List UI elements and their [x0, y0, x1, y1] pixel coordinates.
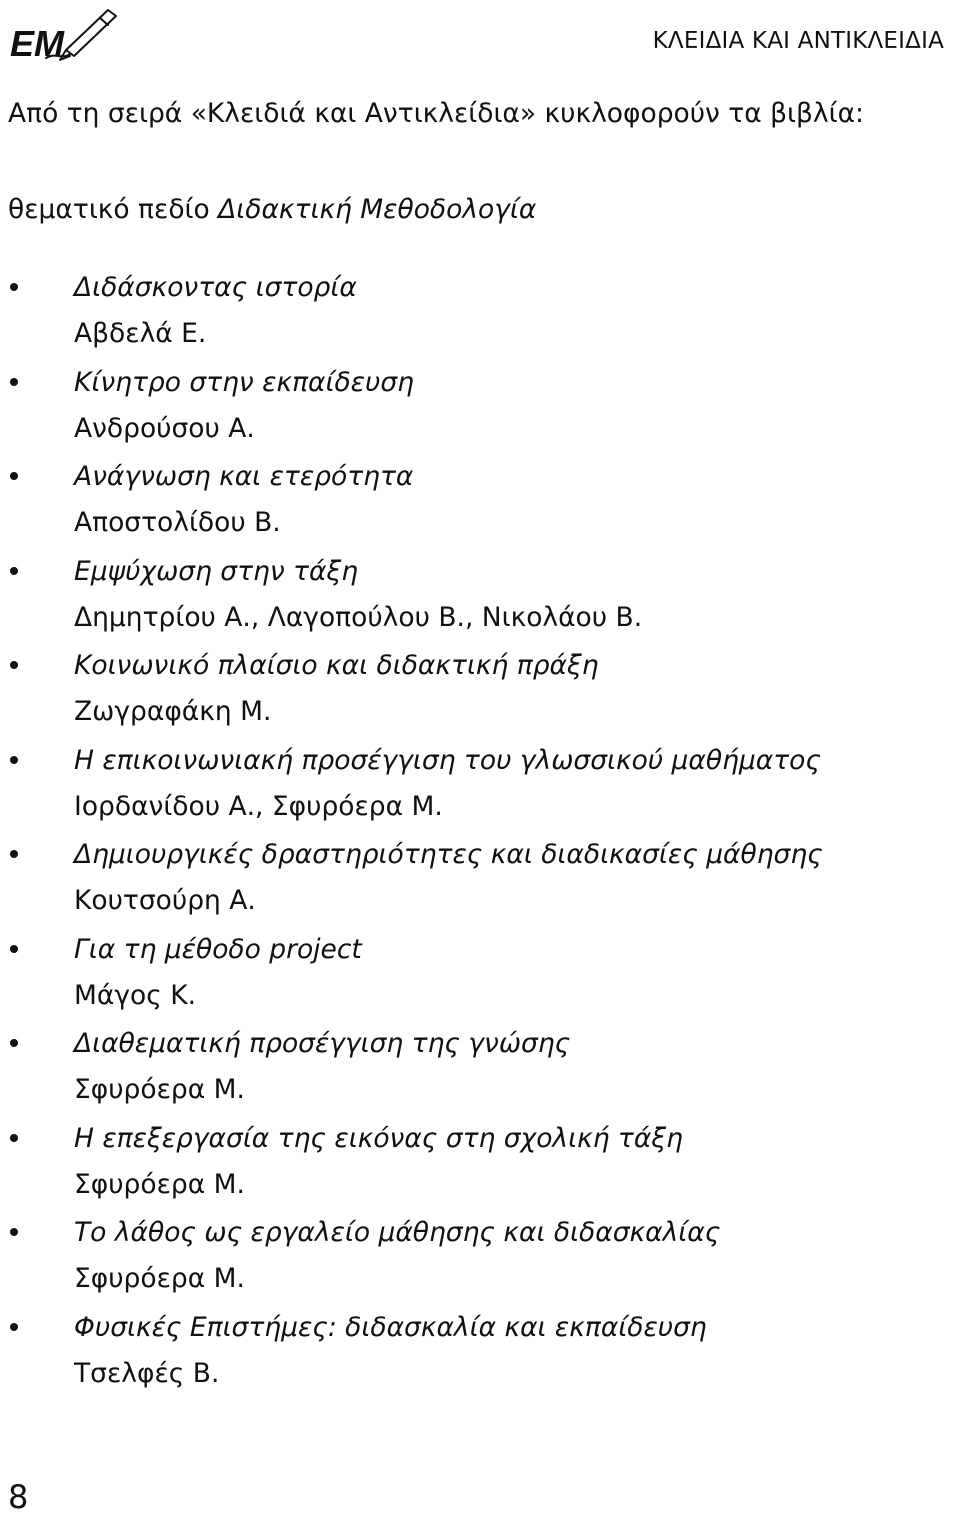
list-item: [0, 740, 960, 835]
list-item: [0, 267, 960, 362]
list-item: [0, 1118, 960, 1213]
field-label: θεματικό πεδίο: [8, 194, 210, 225]
book-title: Ανάγνωση και ετερότητα: [74, 461, 414, 492]
book-title: Κίνητρο στην εκπαίδευση: [74, 366, 414, 398]
book-author: Δημητρίου Α., Λαγοπούλου Β., Νικολάου Β.: [74, 601, 643, 633]
bullet-icon: [10, 567, 18, 575]
book-author: Αποστολίδου Β.: [74, 507, 281, 538]
book-author: Αβδελά Ε.: [74, 318, 207, 349]
book-author: Ιορδανίδου Α., Σφυρόερα Μ.: [74, 790, 443, 822]
running-title: ΚΛΕΙΔΙΑ ΚΑΙ ΑΝΤΙΚΛΕΙΔΙΑ: [652, 28, 944, 54]
book-author: Σφυρόερα Μ.: [74, 1074, 245, 1105]
book-title: Κοινωνικό πλαίσιο και διδακτική πράξη: [74, 650, 599, 681]
book-author: Σφυρόερα Μ.: [74, 1263, 245, 1294]
bullet-icon: [10, 472, 18, 480]
bullet-icon: [10, 945, 18, 953]
list-item: [0, 834, 960, 929]
list-item: [0, 929, 960, 1024]
list-item: [0, 551, 960, 646]
field-value: Διδακτική Μεθοδολογία: [218, 194, 537, 225]
book-title: Φυσικές Επιστήμες: διδασκαλία και εκπαίδευση: [74, 1311, 707, 1343]
bullet-icon: [10, 1228, 18, 1236]
bullet-icon: [10, 756, 18, 764]
book-author: Ζωγραφάκη Μ.: [74, 696, 272, 727]
svg-text:EM: EM: [10, 23, 64, 64]
book-author: Τσελφές Β.: [74, 1357, 220, 1389]
list-item: [0, 1307, 960, 1402]
list-item: [0, 1023, 960, 1118]
bullet-icon: [10, 661, 18, 669]
page-header: [0, 0, 960, 68]
bullet-icon: [10, 378, 18, 386]
list-item: [0, 456, 960, 551]
book-title: Η επεξεργασία της εικόνας στη σχολική τάξη: [74, 1122, 683, 1154]
book-title: Για τη μέθοδο project: [74, 933, 362, 965]
thematic-field: [8, 194, 536, 225]
list-item: [0, 645, 960, 740]
book-title: Η επικοινωνιακή προσέγγιση του γλωσσικού μαθήματος: [74, 744, 821, 776]
intro-text: Από τη σειρά «Κλειδιά και Αντικλείδια» κυκλοφορούν τα βιβλία:: [8, 98, 864, 129]
book-title: Διδάσκοντας ιστορία: [74, 272, 357, 303]
bullet-icon: [10, 1039, 18, 1047]
bullet-icon: [10, 1134, 18, 1142]
pen-logo-icon: [8, 2, 120, 64]
book-title: Εμψύχωση στην τάξη: [74, 555, 359, 587]
list-item: [0, 1212, 960, 1307]
bullet-icon: [10, 850, 18, 858]
book-author: Ανδρούσου Α.: [74, 412, 255, 444]
book-author: Σφυρόερα Μ.: [74, 1168, 245, 1200]
book-title: Το λάθος ως εργαλείο μάθησης και διδασκαλίας: [74, 1217, 721, 1248]
list-item: [0, 362, 960, 457]
book-author: Μάγος Κ.: [74, 979, 197, 1011]
bullet-icon: [10, 283, 18, 291]
book-title: Δημιουργικές δραστηριότητες και διαδικασίες μάθησης: [74, 839, 823, 870]
book-list: [0, 267, 960, 1401]
book-author: Κουτσούρη Α.: [74, 885, 256, 916]
page-number: 8: [8, 1478, 29, 1516]
book-title: Διαθεματική προσέγγιση της γνώσης: [74, 1028, 571, 1059]
bullet-icon: [10, 1323, 18, 1331]
